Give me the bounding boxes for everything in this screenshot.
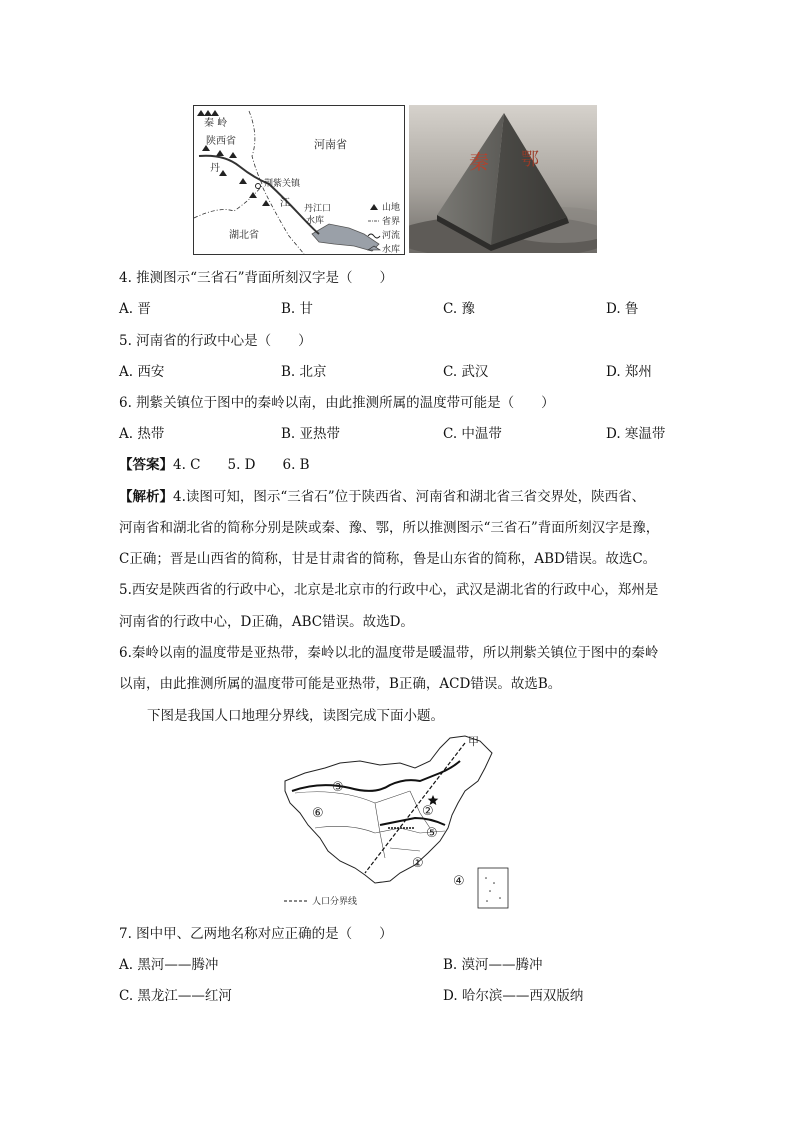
carved-char-qin: 秦 bbox=[469, 150, 489, 174]
china-map-svg bbox=[280, 733, 516, 913]
label-qinling: 秦 岭 bbox=[204, 118, 228, 129]
province-border-2 bbox=[194, 186, 304, 254]
q7-option-d[interactable]: D. 哈尔滨——西双版纳 bbox=[443, 988, 584, 1004]
q6-option-c[interactable]: C. 中温带 bbox=[443, 426, 502, 442]
question-6-stem: 6. 荆紫关镇位于图中的秦岭以南，由此推测所属的温度带可能是（ ） bbox=[119, 395, 555, 411]
carved-char-e: 鄂 bbox=[521, 149, 539, 170]
label-jia: 甲 bbox=[468, 735, 479, 748]
label-jingziguan: 荆紫关镇 bbox=[264, 179, 301, 189]
answer-line bbox=[119, 455, 310, 475]
analysis-line-7: 以南，由此推测所属的温度带可能是亚热带，B正确，ACD错误。故选B。 bbox=[119, 676, 562, 692]
analysis-line-4: 5.西安是陕西省的行政中心，北京是北京市的行政中心，武汉是湖北省的行政中心，郑州是 bbox=[119, 582, 659, 598]
q6-option-a[interactable]: A. 热带 bbox=[119, 426, 165, 442]
q6-option-b[interactable]: B. 亚热带 bbox=[281, 426, 341, 442]
label-jiang: 江 bbox=[280, 198, 290, 209]
label-dan: 丹 bbox=[210, 163, 220, 174]
mountain-icon bbox=[370, 204, 378, 210]
svg-text:水库: 水库 bbox=[382, 245, 401, 254]
q5-option-d[interactable]: D. 郑州 bbox=[606, 364, 652, 380]
q4-option-d[interactable]: D. 鲁 bbox=[606, 301, 639, 317]
analysis-line-3: C正确；晋是山西省的简称，甘是甘肃省的简称，鲁是山东省的简称，ABD错误。故选C。 bbox=[119, 551, 657, 567]
region-label-1: ① bbox=[412, 856, 424, 871]
q5-option-c[interactable]: C. 武汉 bbox=[443, 364, 489, 380]
q7-option-c[interactable]: C. 黑龙江——红河 bbox=[119, 988, 232, 1004]
label-henan: 河南省 bbox=[314, 138, 347, 151]
south-china-sea-inset bbox=[478, 868, 508, 908]
china-map-figure bbox=[280, 733, 516, 913]
question-7-stem: 7. 图中甲、乙两地名称对应正确的是（ ） bbox=[119, 926, 393, 942]
label-hubei: 湖北省 bbox=[229, 230, 259, 241]
q4-option-a[interactable]: A. 晋 bbox=[119, 301, 151, 317]
svg-text:河流: 河流 bbox=[382, 231, 401, 241]
q7-option-a[interactable]: A. 黑河——腾冲 bbox=[119, 957, 219, 973]
region-label-5: ⑤ bbox=[426, 826, 438, 841]
answer-label: 【答案】 bbox=[119, 457, 173, 473]
analysis-line-5: 河南省的行政中心，D正确，ABC错误。故选D。 bbox=[119, 614, 414, 630]
answer-text: 4. C 5. D 6. B bbox=[173, 457, 310, 473]
analysis-line-2: 河南省和湖北省的简称分别是陕或秦、豫、鄂，所以推测图示“三省石”背面所刻汉字是豫， bbox=[119, 520, 660, 536]
q6-option-d[interactable]: D. 寒温带 bbox=[606, 426, 666, 442]
question-4-stem: 4. 推测图示“三省石”背面所刻汉字是（ ） bbox=[119, 270, 393, 286]
region-label-6: ⑥ bbox=[312, 806, 324, 821]
map-figure bbox=[193, 105, 405, 255]
region-label-3: ③ bbox=[332, 780, 344, 795]
q7-option-b[interactable]: B. 漠河——腾冲 bbox=[443, 957, 543, 973]
q4-option-b[interactable]: B. 甘 bbox=[281, 301, 314, 317]
q4-option-c[interactable]: C. 豫 bbox=[443, 301, 475, 317]
map-svg bbox=[194, 106, 404, 254]
jingziguan-dot bbox=[256, 184, 261, 189]
label-danjiangkou: 丹江口 bbox=[304, 204, 332, 214]
population-line-legend-label: 人口分界线 bbox=[312, 897, 358, 907]
province-border-1 bbox=[249, 111, 262, 184]
intro-text: 下图是我国人口地理分界线，读图完成下面小题。 bbox=[147, 708, 444, 724]
reservoir-shape bbox=[312, 224, 379, 251]
region-label-4: ④ bbox=[453, 874, 465, 889]
stone-photo bbox=[409, 105, 597, 253]
question-5-stem: 5. 河南省的行政中心是（ ） bbox=[119, 333, 312, 349]
svg-text:山地: 山地 bbox=[382, 203, 401, 213]
analysis-line-6: 6.秦岭以南的温度带是亚热带，秦岭以北的温度带是暖温带，所以荆紫关镇位于图中的秦岭 bbox=[119, 645, 659, 661]
label-shuiku: 水库 bbox=[306, 216, 325, 226]
stone-photo-svg bbox=[409, 105, 597, 253]
analysis-text-1: 4.读图可知，图示“三省石”位于陕西省、河南省和湖北省三省交界处，陕西省、 bbox=[173, 489, 646, 505]
region-label-2: ② bbox=[422, 804, 434, 819]
q5-option-a[interactable]: A. 西安 bbox=[119, 364, 165, 380]
analysis-label: 【解析】 bbox=[119, 489, 173, 505]
svg-text:省界: 省界 bbox=[382, 217, 401, 227]
analysis-line-1 bbox=[119, 487, 645, 507]
q5-option-b[interactable]: B. 北京 bbox=[281, 364, 327, 380]
label-shaanxi: 陕西省 bbox=[206, 136, 236, 147]
